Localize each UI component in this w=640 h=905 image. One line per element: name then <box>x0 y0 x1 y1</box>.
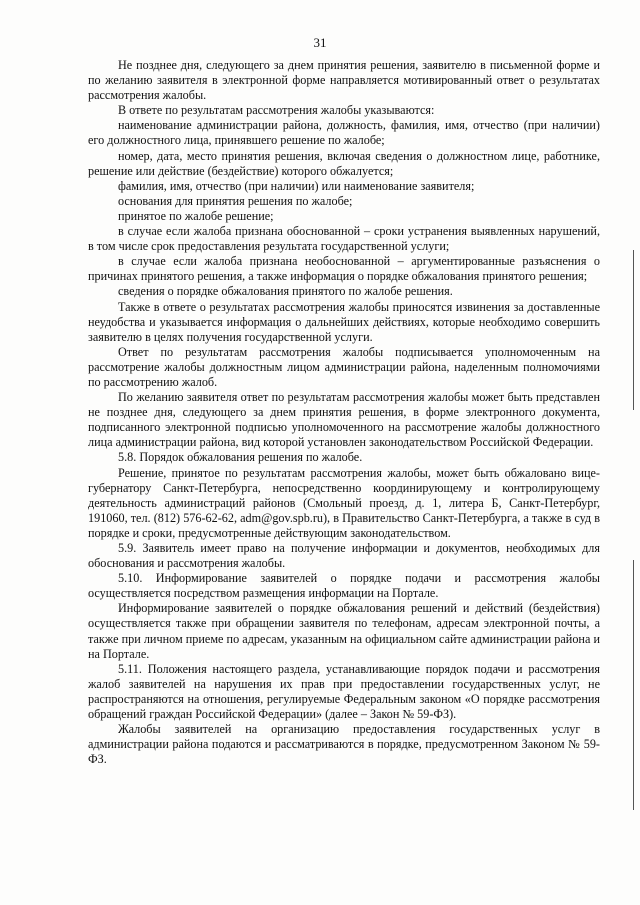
page-number: 31 <box>313 35 327 50</box>
paragraph: Ответ по результатам рассмотрения жалобы подписывается уполномоченным на рассмотрение жалобы должностным лицом администрации района, наделенным полномочиями по рассмотрению жалоб. <box>88 344 600 389</box>
paragraph: принятое по жалобе решение; <box>118 208 274 223</box>
paragraph: Информирование заявителей о порядке обжалования решений и действий (бездействия) осуществляется также при обращении заявителя по телефонам, адресам электронной почты, а также при личном приеме по адресам, указанным на официальном сайте администрации района и на Портале. <box>88 601 600 661</box>
paragraph: Также в ответе о результатах рассмотрения жалобы приносятся извинения за доставленные неудобства и указывается информация о дальнейших действиях, которые необходимо совершить заявителю в целях получения государственной услуги. <box>88 299 600 344</box>
paragraph: номер, дата, место принятия решения, включая сведения о должностном лице, работнике, решение или действие (бездействие) которого обжалуется; <box>88 148 600 178</box>
paragraph: в случае если жалоба признана обоснованной – сроки устранения выявленных нарушений, в том числе срок предоставления результата государственной услуги; <box>88 224 600 254</box>
paragraph: в случае если жалоба признана необоснованной – аргументированные разъяснения о причинах принятого решения, а также информация о порядке обжалования принятого решения; <box>88 254 600 284</box>
body-text <box>88 58 600 767</box>
paragraph: фамилия, имя, отчество (при наличии) или наименование заявителя; <box>118 178 475 193</box>
paragraph: 5.9. Заявитель имеет право на получение информации и документов, необходимых для обоснования и рассмотрения жалобы. <box>88 541 600 571</box>
paragraph: По желанию заявителя ответ по результатам рассмотрения жалобы может быть представлен не позднее дня, следующего за днем принятия решения, в форме электронного документа, подписанного электронной подписью уполномоченного на рассмотрение жалобы должностного лица администрации района, вид которой установлен законодательством Российской Федерации. <box>88 390 600 450</box>
paragraph: Не позднее дня, следующего за днем принятия решения, заявителю в письменной форме и по желанию заявителя в электронной форме направляется мотивированный ответ о результатах рассмотрения жалобы. <box>88 58 600 103</box>
paragraph: 5.10. Информирование заявителей о порядке подачи и рассмотрения жалобы осуществляется посредством размещения информации на Портале. <box>88 571 600 601</box>
paragraph: 5.11. Положения настоящего раздела, устанавливающие порядок подачи и рассмотрения жалоб заявителей на нарушения их прав при предоставлении государственных услуг, не распространяются на отношения, регулируемые Федеральным законом «О порядке рассмотрения обращений граждан Российской Федерации» (далее – Закон № 59-ФЗ). <box>88 661 600 722</box>
scan-edge-mark <box>633 250 634 410</box>
paragraph: Решение, принятое по результатам рассмотрения жалобы, может быть обжаловано вице-губернатору Санкт-Петербурга, непосредственно координирующему и контролирующему деятельность администраций районов (Смольный проезд, д. 1, литера Б, Санкт-Петербург, 191060, тел. (812) 576-62-62, adm@gov.spb.ru), в Правительство Санкт-Петербурга, а также в суд в порядке и сроки, предусмотренные действующим законодательством. <box>88 465 600 540</box>
paragraph: основания для принятия решения по жалобе; <box>118 193 353 208</box>
paragraph: В ответе по результатам рассмотрения жалобы указываются: <box>118 103 435 118</box>
paragraph: сведения о порядке обжалования принятого по жалобе решения. <box>118 284 453 299</box>
paragraph: наименование администрации района, должность, фамилия, имя, отчество (при наличии) его должностного лица, принявшего решение по жалобе; <box>88 118 600 148</box>
section-heading: 5.8. Порядок обжалования решения по жалобе. <box>118 450 363 465</box>
paragraph: Жалобы заявителей на организацию предоставления государственных услуг в администрации района подаются и рассматриваются в порядке, предусмотренном Законом № 59-ФЗ. <box>88 722 600 767</box>
scan-edge-mark <box>633 560 634 810</box>
